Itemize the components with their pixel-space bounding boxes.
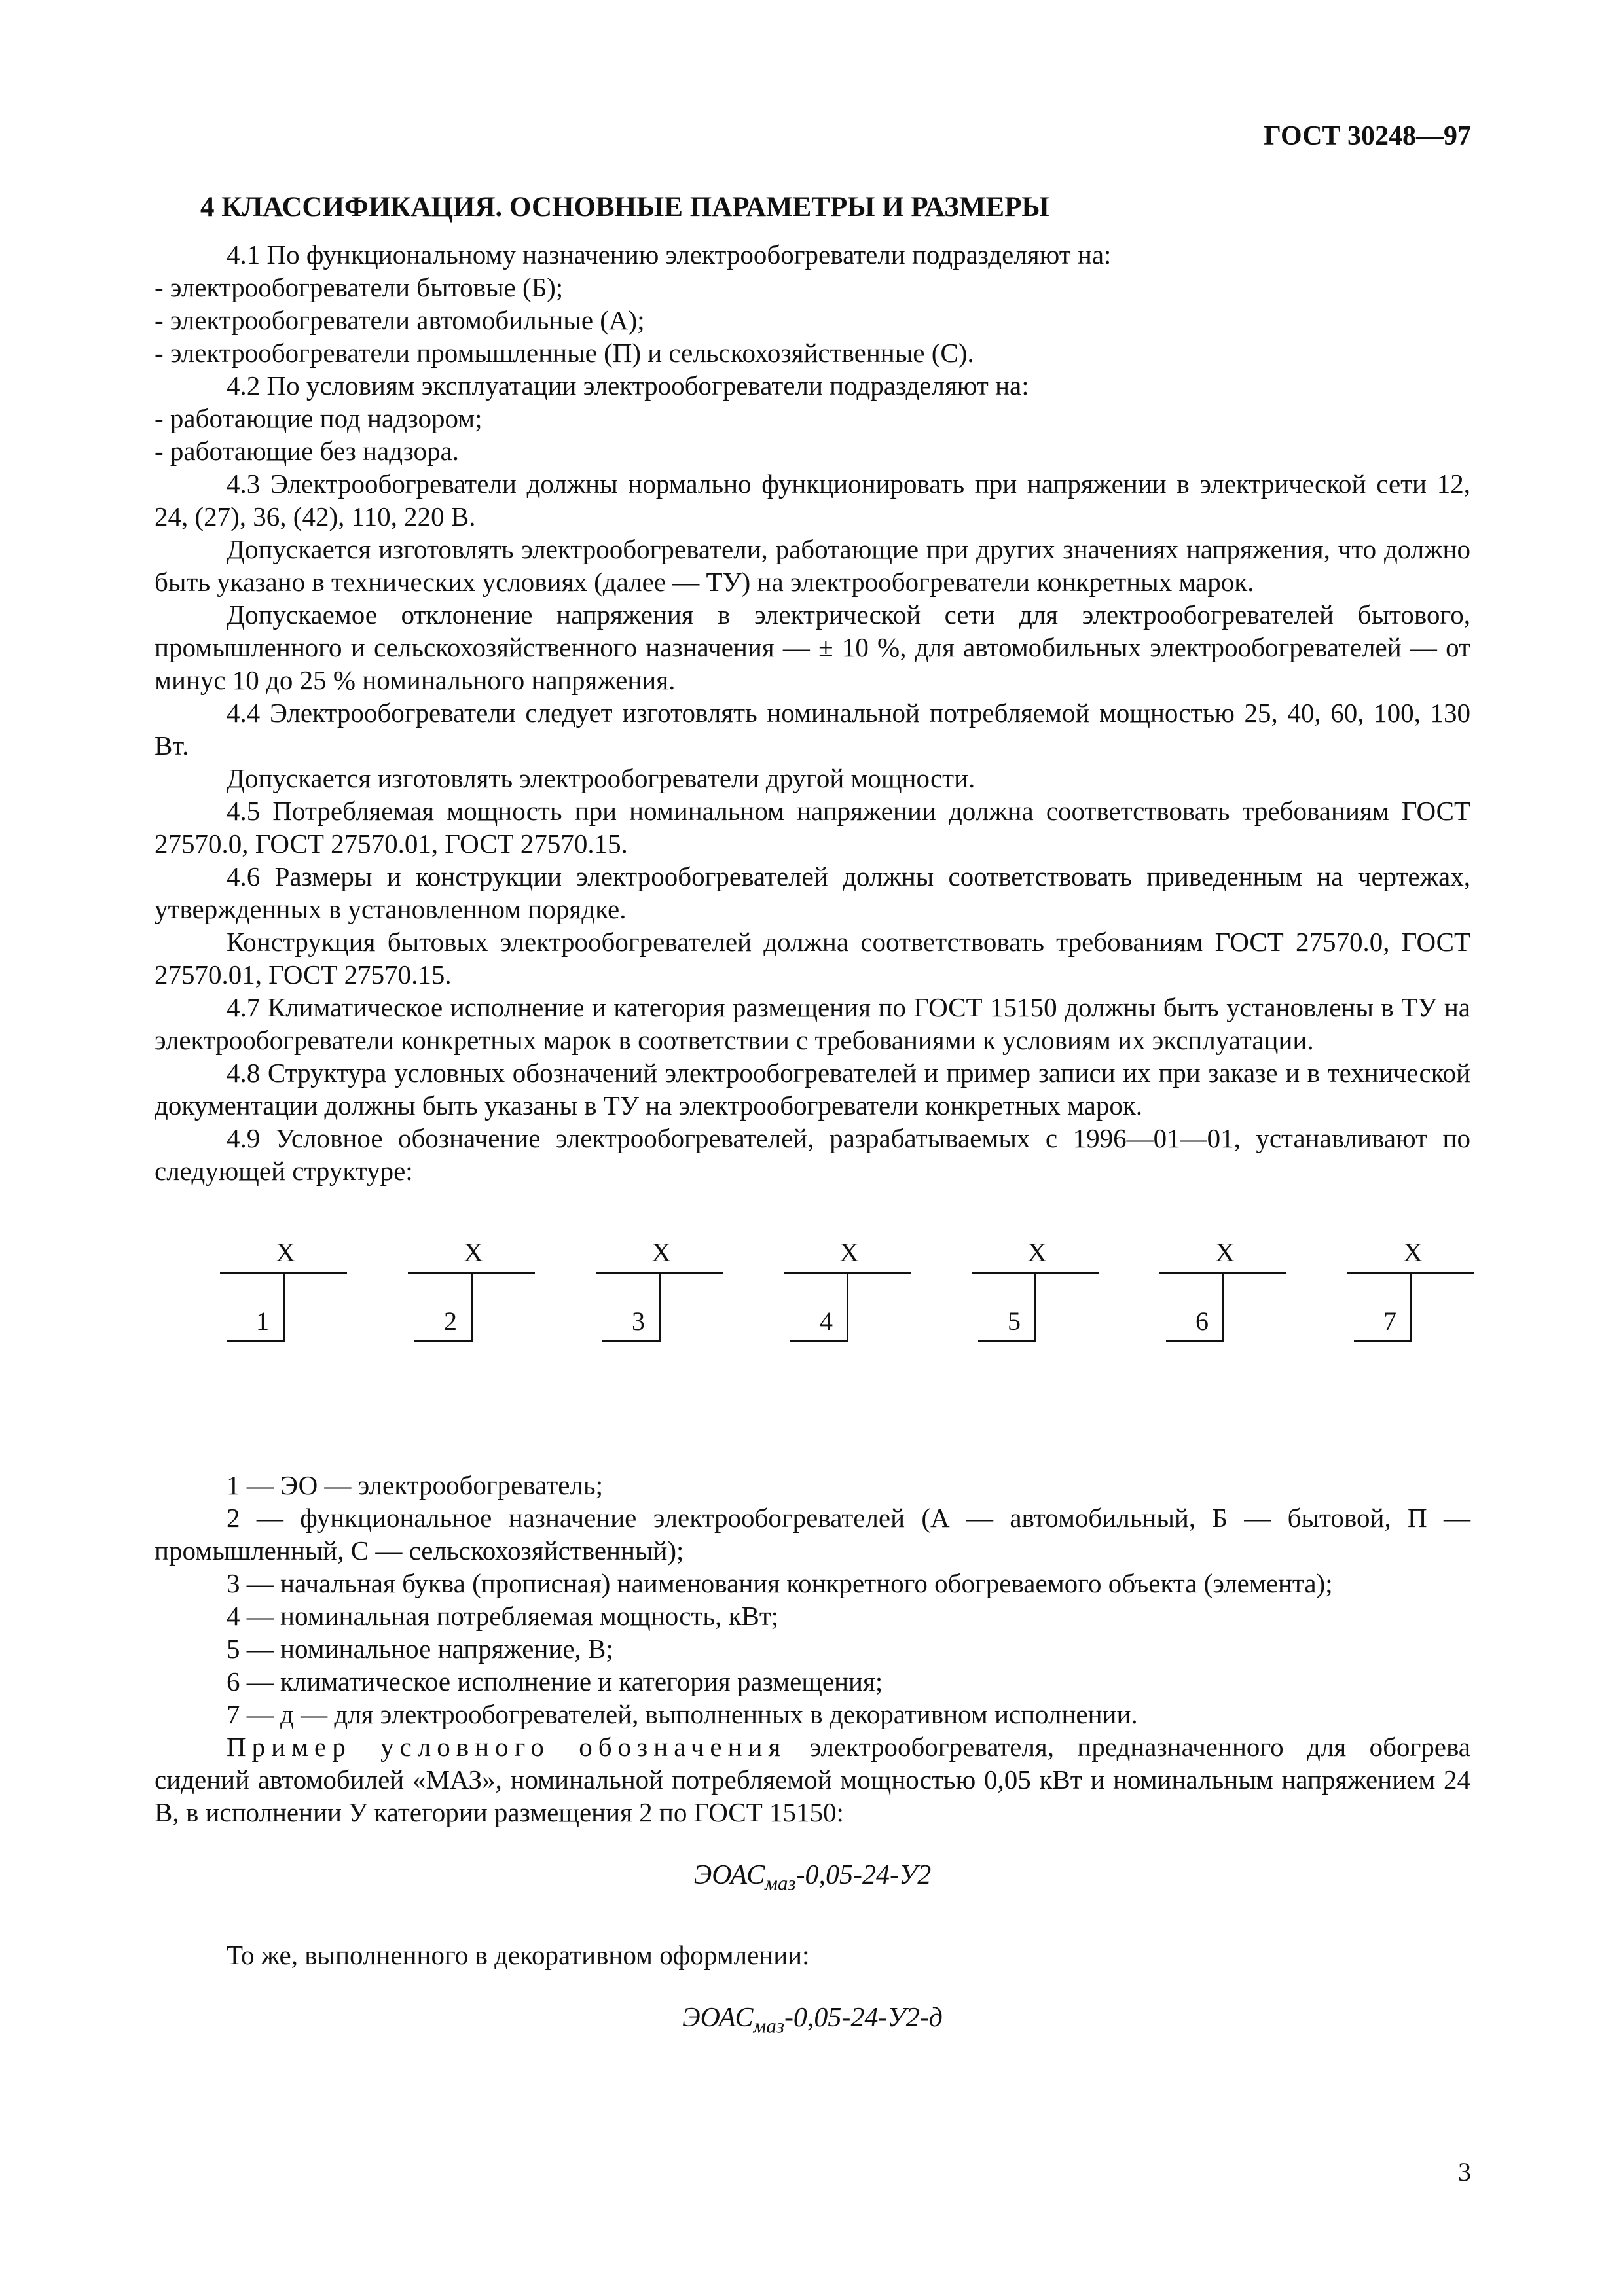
list-item: - электрообогреватели автомобильные (А); bbox=[155, 305, 645, 335]
legend-item: 2 — функциональное назначение электрообогревателей (А — автомобильный, Б — бытовой, П — промышленный, С — сельскохозяйственный); bbox=[155, 1503, 1470, 1566]
paragraph-4-5: 4.5 Потребляемая мощность при номинальном напряжении должна соответствовать требованиям ГОСТ 27570.0, ГОСТ 27570.01, ГОСТ 27570.15. bbox=[155, 796, 1470, 859]
diagram-slot bbox=[596, 1227, 727, 1357]
slot-number: 5 bbox=[1008, 1306, 1021, 1336]
diagram-slot bbox=[1159, 1227, 1290, 1357]
formula-tail: -0,05-24-У2 bbox=[795, 1860, 932, 1890]
legend-item: 7 — д — для электрообогревателей, выполненных в декоративном исполнении. bbox=[227, 1699, 1138, 1729]
same-decorative-paragraph: То же, выполненного в декоративном оформлении: bbox=[227, 1940, 810, 1971]
designation-example bbox=[155, 1859, 1470, 1899]
slot-mark: X bbox=[839, 1237, 859, 1267]
slot-mark: X bbox=[651, 1237, 671, 1267]
paragraph-4-7: 4.7 Климатическое исполнение и категория размещения по ГОСТ 15150 должны быть установлены в ТУ на электрообогреватели конкретных марок в соответствии с требованиями к условиям их эксплуатации. bbox=[155, 992, 1470, 1055]
paragraph-4-6-a: Конструкция бытовых электрообогревателей должна соответствовать требованиям ГОСТ 27570.0, ГОСТ 27570.01, ГОСТ 27570.15. bbox=[155, 927, 1470, 990]
slot-number: 3 bbox=[632, 1306, 645, 1336]
paragraph-4-4-a: Допускается изготовлять электрообогреватели другой мощности. bbox=[227, 763, 976, 793]
slot-number: 4 bbox=[820, 1306, 833, 1336]
diagram-slot bbox=[972, 1227, 1103, 1357]
diagram-slot bbox=[408, 1227, 539, 1357]
formula-subscript: маз bbox=[765, 1871, 796, 1895]
slot-number: 1 bbox=[256, 1306, 269, 1336]
legend-item: 5 — номинальное напряжение, В; bbox=[227, 1634, 613, 1664]
page-content bbox=[155, 183, 1470, 2082]
list-item: - электрообогреватели промышленные (П) и сельскохозяйственные (С). bbox=[155, 338, 974, 368]
designation-structure-diagram bbox=[155, 1227, 1470, 1436]
legend-item: 3 — начальная буква (прописная) наименования конкретного обогреваемого объекта (элемента); bbox=[227, 1568, 1333, 1598]
paragraph-4-2: 4.2 По условиям эксплуатации электрообогреватели подразделяют на: bbox=[227, 370, 1029, 401]
diagram-slot bbox=[220, 1227, 351, 1357]
paragraph-4-3-a: Допускается изготовлять электрообогреватели, работающие при других значениях напряжения, что должно быть указано в технических условиях (далее — ТУ) на электрообогреватели конкретных марок. bbox=[155, 534, 1470, 597]
paragraph-4-1: 4.1 По функциональному назначению электрообогреватели подразделяют на: bbox=[227, 240, 1112, 270]
paragraph-4-3: 4.3 Электрообогреватели должны нормально функционировать при напряжении в электрической сети 12, 24, (27), 36, (42), 110, 220 В. bbox=[155, 469, 1470, 531]
paragraph-4-6: 4.6 Размеры и конструкции электрообогревателей должны соответствовать приведенным на чертежах, утвержденных в установленном порядке. bbox=[155, 861, 1470, 924]
example-lead: Пример условного обозначения bbox=[227, 1732, 787, 1762]
document-code: ГОСТ 30248—97 bbox=[1264, 121, 1471, 151]
diagram-slot bbox=[1347, 1227, 1478, 1357]
list-item: - работающие под надзором; bbox=[155, 403, 483, 433]
formula-tail: -0,05-24-У2-д bbox=[784, 2003, 943, 2034]
paragraph-4-9: 4.9 Условное обозначение электрообогревателей, разрабатываемых с 1996—01—01, устанавливают по следующей структуре: bbox=[155, 1123, 1470, 1186]
slot-mark: X bbox=[1215, 1237, 1235, 1267]
designation-example-decorative bbox=[155, 2001, 1470, 2042]
example-paragraph bbox=[155, 1731, 1470, 1829]
example-text: электрообогревателя, предназначенного для обогрева сидений автомобилей «МАЗ», номинальной потребляемой мощностью 0,05 кВт и номинальным напряжением 24 В, в исполнении У категории размещения 2 по ГОСТ 15150: bbox=[155, 1732, 1470, 1827]
slot-mark: X bbox=[276, 1237, 295, 1267]
section-title: 4 КЛАССИФИКАЦИЯ. ОСНОВНЫЕ ПАРАМЕТРЫ И РАЗМЕРЫ bbox=[200, 192, 1049, 223]
slot-mark: X bbox=[1027, 1237, 1047, 1267]
legend-item: 1 — ЭО — электрообогреватель; bbox=[227, 1470, 603, 1500]
legend-item: 6 — климатическое исполнение и категория размещения; bbox=[227, 1666, 883, 1696]
slot-mark: X bbox=[1403, 1237, 1423, 1267]
paragraph-4-3-b: Допускаемое отклонение напряжения в электрической сети для электрообогревателей бытового, промышленного и сельскохозяйственного назначения — ± 10 %, для автомобильных электрообогревателей — от минус 10 до 25 % номинального напряжения. bbox=[155, 600, 1470, 695]
paragraph-4-8: 4.8 Структура условных обозначений электрообогревателей и пример записи их при заказе и в технической документации должны быть указаны в ТУ на электрообогреватели конкретных марок. bbox=[155, 1058, 1470, 1121]
formula-subscript: маз bbox=[753, 2014, 784, 2037]
paragraph-4-4: 4.4 Электрообогреватели следует изготовлять номинальной потребляемой мощностью 25, 40, 60, 100, 130 Вт. bbox=[155, 698, 1470, 761]
formula-base: ЭОАС bbox=[682, 2003, 754, 2034]
diagram-slot bbox=[784, 1227, 915, 1357]
slot-number: 6 bbox=[1195, 1306, 1209, 1336]
list-item: - работающие без надзора. bbox=[155, 436, 459, 466]
slot-number: 2 bbox=[444, 1306, 457, 1336]
slot-mark: X bbox=[464, 1237, 483, 1267]
slot-number: 7 bbox=[1383, 1306, 1396, 1336]
page-number: 3 bbox=[1458, 2157, 1471, 2187]
list-item: - электрообогреватели бытовые (Б); bbox=[155, 272, 564, 302]
formula-base: ЭОАС bbox=[693, 1860, 765, 1890]
legend-item: 4 — номинальная потребляемая мощность, кВт; bbox=[227, 1601, 779, 1631]
